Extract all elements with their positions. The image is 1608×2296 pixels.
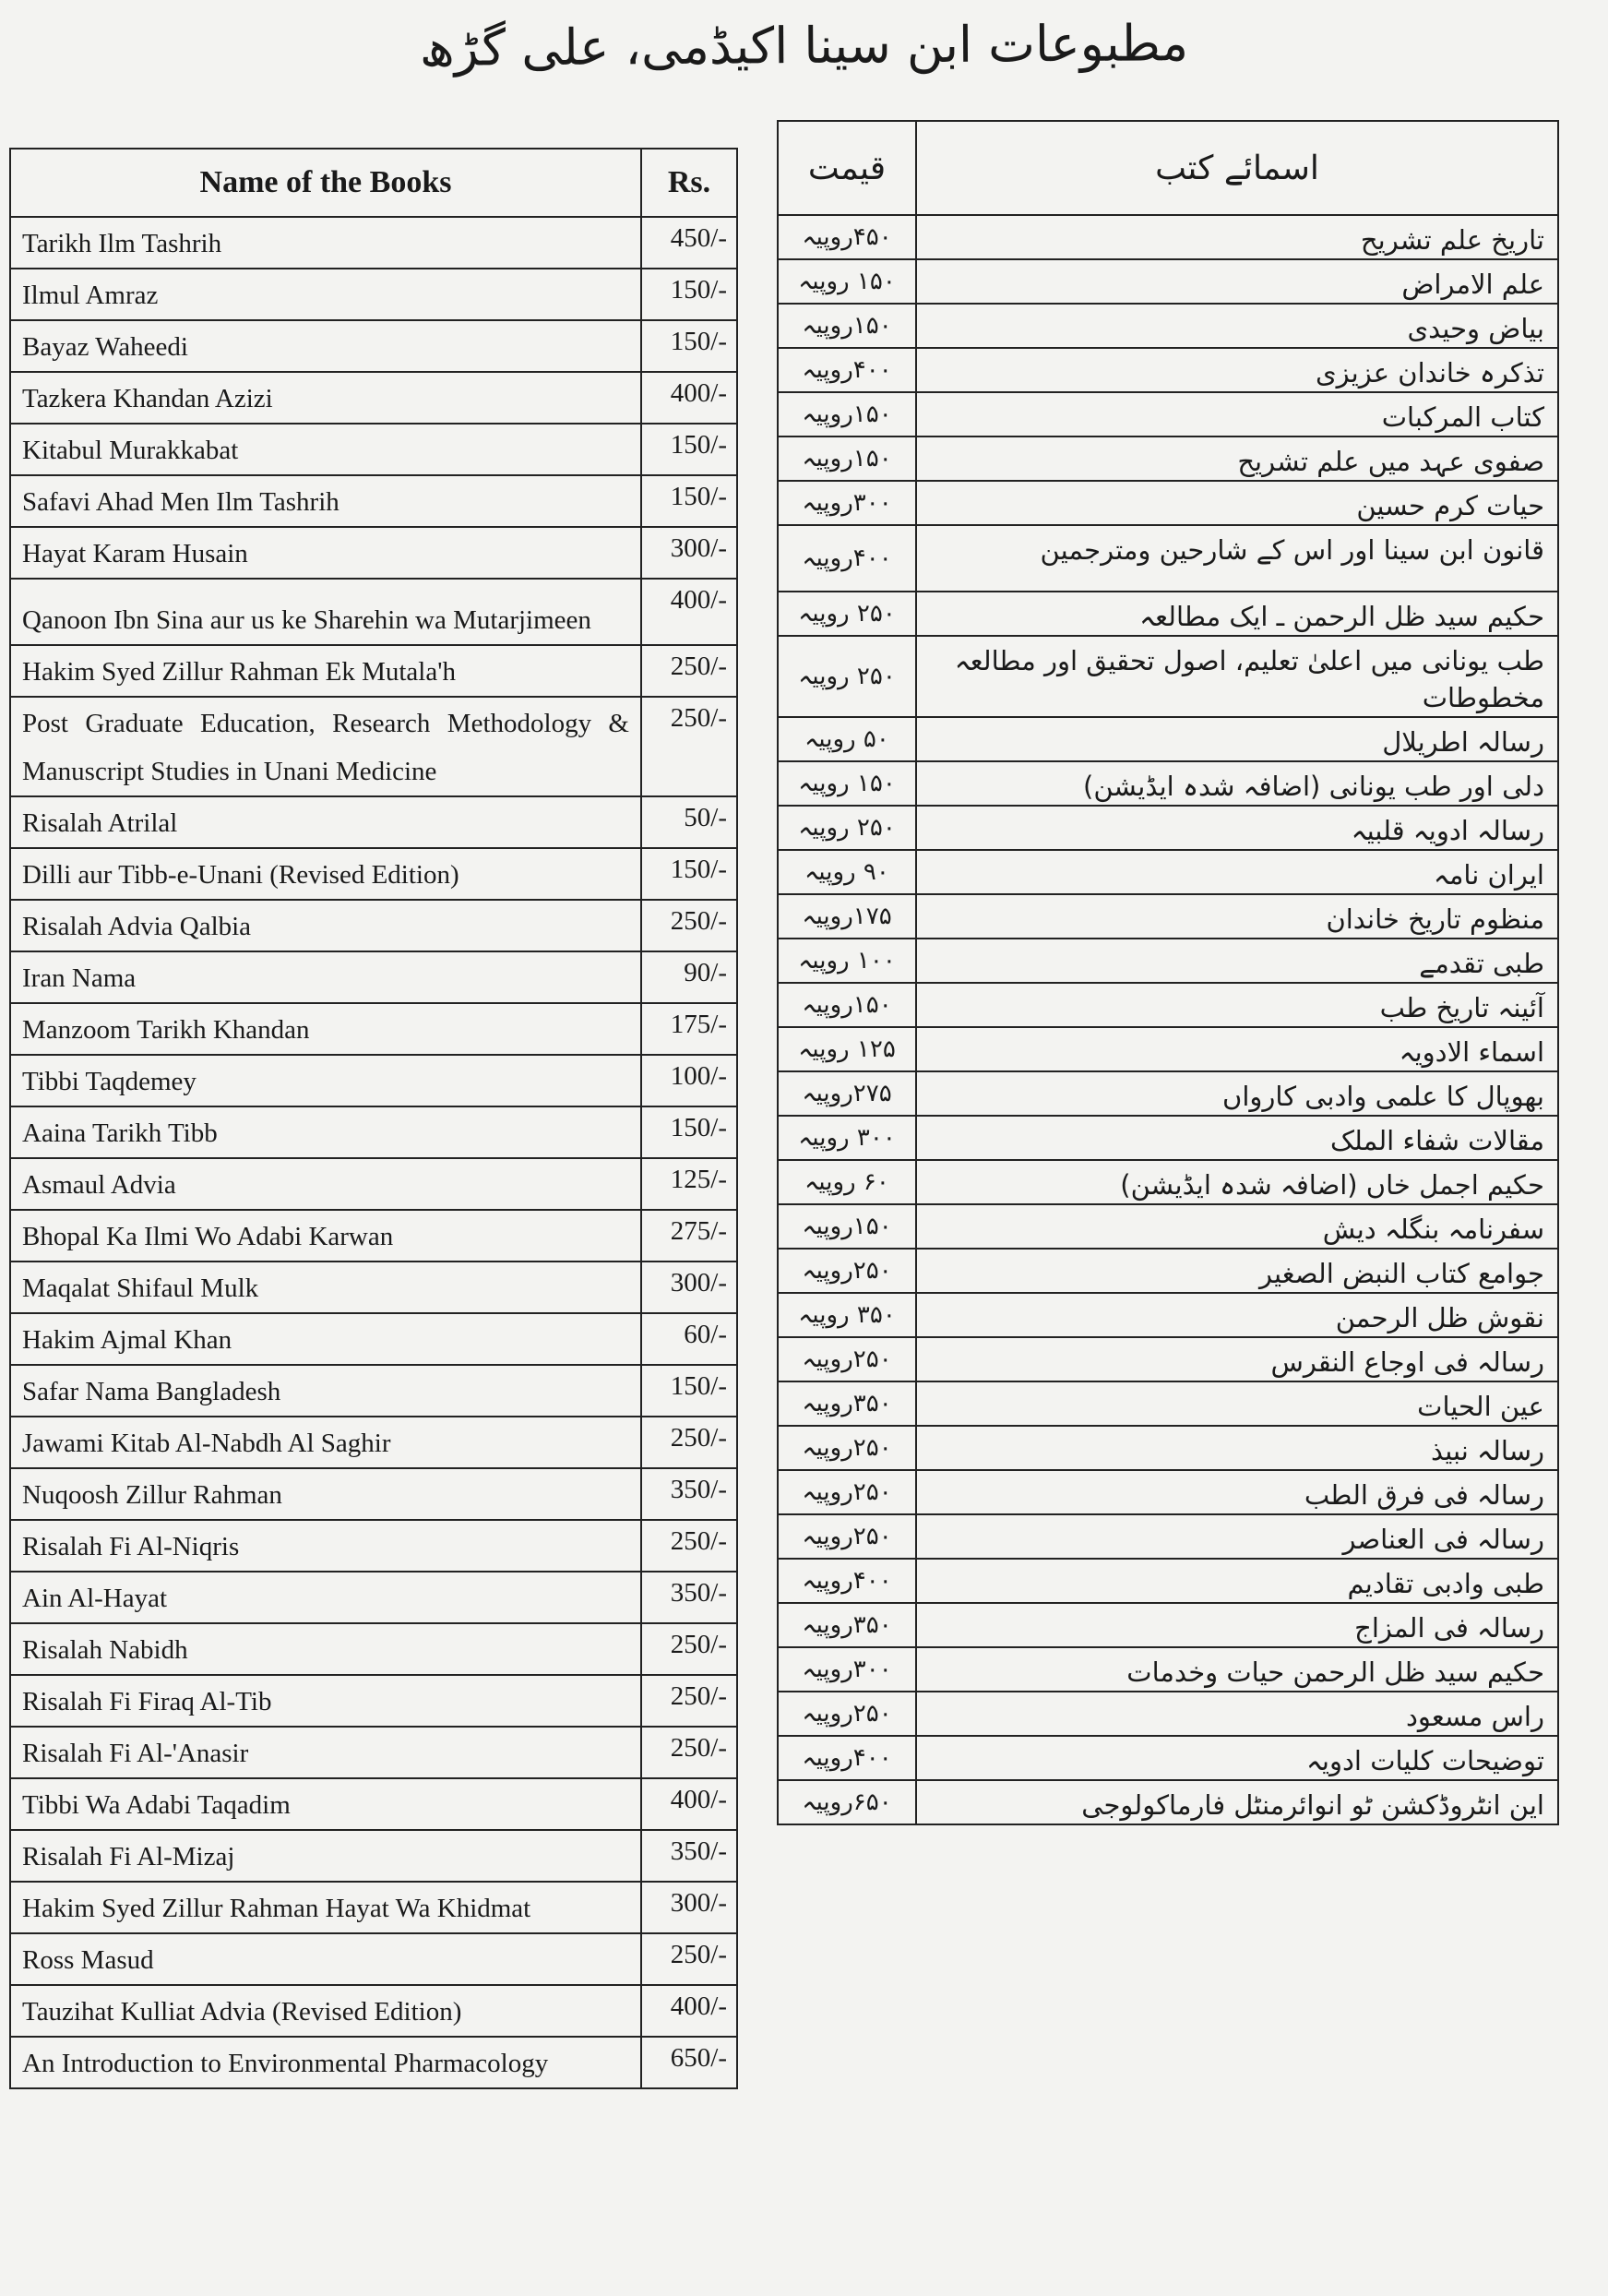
book-price-urdu: ۱۵۰روپیہ: [778, 304, 916, 348]
book-price: 100/-: [641, 1055, 737, 1106]
book-price-urdu: ۲۵۰روپیہ: [778, 1426, 916, 1470]
table-row: [778, 1470, 1558, 1514]
table-row: [778, 392, 1558, 436]
book-name-english: Post Graduate Education, Research Methodology & Manuscript Studies in Unani Medicine: [10, 697, 641, 796]
table-row: [10, 1468, 737, 1520]
book-name-english: Hakim Syed Zillur Rahman Ek Mutala'h: [10, 645, 641, 697]
book-price: 300/-: [641, 1262, 737, 1313]
table-row: [10, 848, 737, 900]
table-row: [10, 1262, 737, 1313]
book-price: 350/-: [641, 1572, 737, 1623]
urdu-table-body: [778, 215, 1558, 1824]
book-price: 400/-: [641, 1985, 737, 2037]
book-price: 60/-: [641, 1313, 737, 1365]
table-row: [778, 1116, 1558, 1160]
book-price: 250/-: [641, 1417, 737, 1468]
table-row: [778, 894, 1558, 939]
table-row: [10, 217, 737, 269]
book-price-urdu: ۴۰۰روپیہ: [778, 1559, 916, 1603]
book-name-urdu: سفرنامہ بنگلہ دیش: [916, 1204, 1558, 1249]
book-price: 150/-: [641, 269, 737, 320]
book-name-english: Bhopal Ka Ilmi Wo Adabi Karwan: [10, 1210, 641, 1262]
table-row: [778, 1692, 1558, 1736]
book-price: 50/-: [641, 796, 737, 848]
book-price-urdu: ۱۵۰روپیہ: [778, 436, 916, 481]
book-price-urdu: ۲۵۰روپیہ: [778, 1337, 916, 1381]
english-name-header: Name of the Books: [10, 149, 641, 217]
book-name-urdu: رسالہ اطریلال: [916, 717, 1558, 761]
book-price: 150/-: [641, 475, 737, 527]
book-name-english: Safar Nama Bangladesh: [10, 1365, 641, 1417]
book-price: 150/-: [641, 1106, 737, 1158]
table-row: [10, 1675, 737, 1727]
book-name-english: Ross Masud: [10, 1933, 641, 1985]
english-header-row: [10, 149, 737, 217]
book-price: 125/-: [641, 1158, 737, 1210]
book-price-urdu: ۳۰۰روپیہ: [778, 481, 916, 525]
book-price: 450/-: [641, 217, 737, 269]
table-row: [778, 1381, 1558, 1426]
table-row: [778, 1426, 1558, 1470]
table-row: [10, 1727, 737, 1778]
table-row: [778, 304, 1558, 348]
book-price: 150/-: [641, 424, 737, 475]
book-name-english: Asmaul Advia: [10, 1158, 641, 1210]
book-name-english: Hayat Karam Husain: [10, 527, 641, 579]
book-price: 650/-: [641, 2037, 737, 2088]
book-name-english: Risalah Fi Al-Mizaj: [10, 1830, 641, 1882]
book-name-english: Risalah Nabidh: [10, 1623, 641, 1675]
book-name-urdu: کتاب المرکبات: [916, 392, 1558, 436]
urdu-book-table: [777, 120, 1559, 1825]
book-price-urdu: ۲۵۰روپیہ: [778, 1249, 916, 1293]
table-row: [778, 1160, 1558, 1204]
book-name-urdu: حکیم سید ظل الرحمن حیات وخدمات: [916, 1647, 1558, 1692]
book-name-english: Iran Nama: [10, 951, 641, 1003]
book-price: 250/-: [641, 1933, 737, 1985]
table-row: [10, 1933, 737, 1985]
table-row: [778, 717, 1558, 761]
book-name-urdu: تذکرہ خاندان عزیزی: [916, 348, 1558, 392]
table-row: [10, 1158, 737, 1210]
book-name-urdu: حیات کرم حسین: [916, 481, 1558, 525]
book-price-urdu: ۲۵۰روپیہ: [778, 1692, 916, 1736]
table-row: [778, 939, 1558, 983]
book-name-urdu: منظوم تاریخ خاندان: [916, 894, 1558, 939]
book-name-english: Risalah Advia Qalbia: [10, 900, 641, 951]
book-price: 400/-: [641, 579, 737, 645]
book-name-english: An Introduction to Environmental Pharmacology: [10, 2037, 641, 2088]
book-name-urdu: رسالہ فی العناصر: [916, 1514, 1558, 1559]
table-row: [10, 527, 737, 579]
table-row: [10, 1106, 737, 1158]
book-price: 250/-: [641, 1727, 737, 1778]
urdu-price-header: قیمت: [778, 121, 916, 215]
english-book-table: [9, 148, 738, 2089]
book-name-urdu: حکیم اجمل خاں (اضافہ شدہ ایڈیشن): [916, 1160, 1558, 1204]
table-row: [10, 320, 737, 372]
book-price-urdu: ۱۵۰روپیہ: [778, 1204, 916, 1249]
book-name-english: Hakim Ajmal Khan: [10, 1313, 641, 1365]
table-row: [778, 1293, 1558, 1337]
book-name-english: Dilli aur Tibb-e-Unani (Revised Edition): [10, 848, 641, 900]
book-price-urdu: ۴۰۰روپیہ: [778, 348, 916, 392]
table-row: [10, 1882, 737, 1933]
table-row: [10, 951, 737, 1003]
english-table-body: [10, 217, 737, 2088]
table-row: [10, 1313, 737, 1365]
book-price: 400/-: [641, 1778, 737, 1830]
book-price: 250/-: [641, 1520, 737, 1572]
book-price-urdu: ۲۵۰ روپیہ: [778, 636, 916, 717]
book-name-urdu: عین الحیات: [916, 1381, 1558, 1426]
book-price-urdu: ۲۵۰ روپیہ: [778, 592, 916, 636]
table-row: [10, 579, 737, 645]
book-name-urdu: توضیحات کلیات ادویہ: [916, 1736, 1558, 1780]
table-row: [778, 348, 1558, 392]
book-name-english: Tazkera Khandan Azizi: [10, 372, 641, 424]
book-price: 300/-: [641, 1882, 737, 1933]
table-row: [10, 1985, 737, 2037]
book-name-english: Manzoom Tarikh Khandan: [10, 1003, 641, 1055]
book-name-urdu: رسالہ فی المزاج: [916, 1603, 1558, 1647]
table-row: [10, 269, 737, 320]
book-price-urdu: ۱۵۰روپیہ: [778, 983, 916, 1027]
book-price: 175/-: [641, 1003, 737, 1055]
book-name-english: Aaina Tarikh Tibb: [10, 1106, 641, 1158]
book-price-urdu: ۱۲۵ روپیہ: [778, 1027, 916, 1071]
book-price-urdu: ۱۷۵روپیہ: [778, 894, 916, 939]
book-price: 350/-: [641, 1468, 737, 1520]
book-name-english: Hakim Syed Zillur Rahman Hayat Wa Khidmat: [10, 1882, 641, 1933]
table-row: [778, 1337, 1558, 1381]
urdu-header-row: [778, 121, 1558, 215]
table-row: [778, 436, 1558, 481]
book-name-urdu: رسالہ فی فرق الطب: [916, 1470, 1558, 1514]
table-row: [10, 2037, 737, 2088]
book-name-english: Nuqoosh Zillur Rahman: [10, 1468, 641, 1520]
book-price-urdu: ۱۵۰ روپیہ: [778, 761, 916, 806]
book-name-english: Risalah Fi Firaq Al-Tib: [10, 1675, 641, 1727]
book-name-urdu: طبی تقدمے: [916, 939, 1558, 983]
book-name-urdu: ایران نامہ: [916, 850, 1558, 894]
table-row: [778, 983, 1558, 1027]
book-price: 250/-: [641, 645, 737, 697]
book-price-urdu: ۹۰ روپیہ: [778, 850, 916, 894]
book-name-urdu: جوامع کتاب النبض الصغیر: [916, 1249, 1558, 1293]
book-name-english: Safavi Ahad Men Ilm Tashrih: [10, 475, 641, 527]
book-name-urdu: این انٹروڈکشن ٹو انوائرمنٹل فارماکولوجی: [916, 1780, 1558, 1824]
table-row: [10, 900, 737, 951]
book-name-urdu: نقوش ظل الرحمن: [916, 1293, 1558, 1337]
book-price: 350/-: [641, 1830, 737, 1882]
book-price: 300/-: [641, 527, 737, 579]
book-name-urdu: رسالہ ادویہ قلبیہ: [916, 806, 1558, 850]
book-name-urdu: بیاض وحیدی: [916, 304, 1558, 348]
table-row: [10, 796, 737, 848]
table-row: [778, 592, 1558, 636]
book-price-urdu: ۴۵۰روپیہ: [778, 215, 916, 259]
table-row: [10, 475, 737, 527]
book-price: 400/-: [641, 372, 737, 424]
book-name-english: Maqalat Shifaul Mulk: [10, 1262, 641, 1313]
book-name-urdu: راس مسعود: [916, 1692, 1558, 1736]
book-name-urdu: طب یونانی میں اعلیٰ تعلیم، اصول تحقیق اور مطالعہ مخطوطات: [916, 636, 1558, 717]
table-row: [10, 1365, 737, 1417]
book-name-english: Tauzihat Kulliat Advia (Revised Edition): [10, 1985, 641, 2037]
book-price: 275/-: [641, 1210, 737, 1262]
book-name-urdu: بھوپال کا علمی وادبی کارواں: [916, 1071, 1558, 1116]
table-row: [778, 1736, 1558, 1780]
page-title: مطبوعات ابن سینا اکیڈمی، علی گڑھ: [419, 14, 1189, 78]
book-name-english: Risalah Fi Al-Niqris: [10, 1520, 641, 1572]
table-row: [10, 645, 737, 697]
urdu-name-header: اسمائے کتب: [916, 121, 1558, 215]
table-row: [10, 1778, 737, 1830]
table-row: [778, 1647, 1558, 1692]
table-row: [778, 1780, 1558, 1824]
table-row: [10, 697, 737, 796]
book-price: 250/-: [641, 900, 737, 951]
table-row: [778, 761, 1558, 806]
table-row: [778, 850, 1558, 894]
book-name-urdu: صفوی عہد میں علم تشریح: [916, 436, 1558, 481]
book-price-urdu: ۳۰۰روپیہ: [778, 1647, 916, 1692]
book-price-urdu: ۲۵۰روپیہ: [778, 1470, 916, 1514]
table-row: [10, 1210, 737, 1262]
book-name-english: Jawami Kitab Al-Nabdh Al Saghir: [10, 1417, 641, 1468]
table-row: [778, 806, 1558, 850]
book-price: 250/-: [641, 1675, 737, 1727]
table-row: [778, 1514, 1558, 1559]
book-price-urdu: ۴۰۰روپیہ: [778, 1736, 916, 1780]
book-price-urdu: ۲۷۵روپیہ: [778, 1071, 916, 1116]
book-name-urdu: تاریخ علم تشریح: [916, 215, 1558, 259]
book-name-english: Bayaz Waheedi: [10, 320, 641, 372]
table-row: [10, 1417, 737, 1468]
book-name-urdu: حکیم سید ظل الرحمن ـ ایک مطالعہ: [916, 592, 1558, 636]
book-price-urdu: ۳۵۰روپیہ: [778, 1381, 916, 1426]
book-price-urdu: ۳۵۰ روپیہ: [778, 1293, 916, 1337]
book-name-urdu: طبی وادبی تقادیم: [916, 1559, 1558, 1603]
book-name-english: Tarikh Ilm Tashrih: [10, 217, 641, 269]
table-row: [10, 1003, 737, 1055]
book-price: 250/-: [641, 697, 737, 796]
book-price-urdu: ۱۵۰روپیہ: [778, 392, 916, 436]
table-row: [778, 1027, 1558, 1071]
book-name-urdu: رسالہ نبیذ: [916, 1426, 1558, 1470]
book-price: 150/-: [641, 1365, 737, 1417]
table-row: [10, 372, 737, 424]
table-row: [778, 525, 1558, 592]
book-name-english: Tibbi Taqdemey: [10, 1055, 641, 1106]
book-price-urdu: ۳۵۰روپیہ: [778, 1603, 916, 1647]
table-row: [778, 259, 1558, 304]
table-row: [10, 1572, 737, 1623]
table-row: [778, 481, 1558, 525]
table-row: [10, 1055, 737, 1106]
book-price-urdu: ۲۵۰ روپیہ: [778, 806, 916, 850]
book-price-urdu: ۴۰۰روپیہ: [778, 525, 916, 592]
table-row: [778, 636, 1558, 717]
book-name-english: Kitabul Murakkabat: [10, 424, 641, 475]
book-name-urdu: آئینہ تاریخ طب: [916, 983, 1558, 1027]
table-row: [778, 1249, 1558, 1293]
book-name-english: Risalah Fi Al-'Anasir: [10, 1727, 641, 1778]
book-name-english: Ilmul Amraz: [10, 269, 641, 320]
book-price: 90/-: [641, 951, 737, 1003]
book-price-urdu: ۵۰ روپیہ: [778, 717, 916, 761]
book-name-english: Ain Al-Hayat: [10, 1572, 641, 1623]
book-price: 150/-: [641, 848, 737, 900]
book-name-urdu: اسماء الادویہ: [916, 1027, 1558, 1071]
book-name-urdu: مقالات شفاء الملک: [916, 1116, 1558, 1160]
book-name-urdu: دلی اور طب یونانی (اضافہ شدہ ایڈیشن): [916, 761, 1558, 806]
table-row: [778, 1071, 1558, 1116]
book-name-urdu: رسالہ فی اوجاع النقرس: [916, 1337, 1558, 1381]
book-price: 250/-: [641, 1623, 737, 1675]
book-price-urdu: ۱۰۰ روپیہ: [778, 939, 916, 983]
book-name-english: Qanoon Ibn Sina aur us ke Sharehin wa Mutarjimeen: [10, 579, 641, 645]
book-price-urdu: ۲۵۰روپیہ: [778, 1514, 916, 1559]
english-price-header: Rs.: [641, 149, 737, 217]
book-price-urdu: ۶۰ روپیہ: [778, 1160, 916, 1204]
table-row: [10, 1520, 737, 1572]
book-price-urdu: ۱۵۰ روپیہ: [778, 259, 916, 304]
book-name-urdu: قانون ابن سینا اور اس کے شارحین ومترجمین: [916, 525, 1558, 592]
book-name-urdu: علم الامراض: [916, 259, 1558, 304]
book-name-english: Tibbi Wa Adabi Taqadim: [10, 1778, 641, 1830]
book-price-urdu: ۶۵۰روپیہ: [778, 1780, 916, 1824]
table-row: [778, 215, 1558, 259]
table-row: [778, 1559, 1558, 1603]
table-row: [10, 1623, 737, 1675]
table-row: [10, 424, 737, 475]
table-row: [778, 1204, 1558, 1249]
table-row: [778, 1603, 1558, 1647]
table-row: [10, 1830, 737, 1882]
book-name-english: Risalah Atrilal: [10, 796, 641, 848]
book-price-urdu: ۳۰۰ روپیہ: [778, 1116, 916, 1160]
book-price: 150/-: [641, 320, 737, 372]
